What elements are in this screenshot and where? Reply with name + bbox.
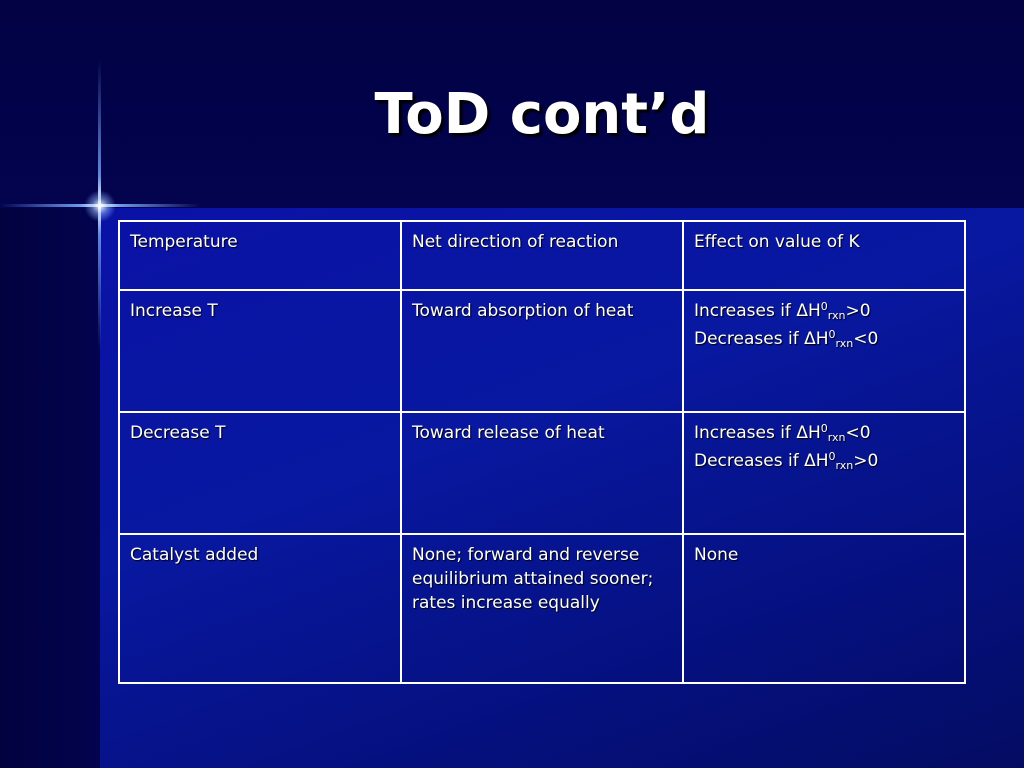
cell-condition: Increase T [119,290,401,412]
table-header-row [119,221,965,290]
cell-direction: None; forward and reverse equilibrium attained sooner; rates increase equally [401,534,683,683]
cell-effect: None [683,534,965,683]
header-cell-direction: Net direction of reaction [401,221,683,290]
slide-background-left [0,208,100,768]
slide-title: ToD cont’d [374,82,710,147]
table-row [119,290,965,412]
equilibrium-table [118,220,966,684]
effect-line: Increases if $\Delta H^0_{rxn}>0$ [694,300,871,323]
header-cell-temperature: Temperature [119,221,401,290]
effect-line: Increases if $\Delta H^0_{rxn}<0$ [694,422,871,445]
header-cell-effect: Effect on value of K [683,221,965,290]
cell-direction: Toward absorption of heat [401,290,683,412]
table-row [119,412,965,534]
effect-line: Decreases if $\Delta H^0_{rxn}>0$ [694,450,879,473]
table-row [119,534,965,683]
light-flare-icon [84,190,116,222]
effect-line: Decreases if $\Delta H^0_{rxn}<0$ [694,328,879,351]
cell-direction: Toward release of heat [401,412,683,534]
cell-effect [683,290,965,412]
cell-condition: Decrease T [119,412,401,534]
cell-condition: Catalyst added [119,534,401,683]
cell-effect [683,412,965,534]
